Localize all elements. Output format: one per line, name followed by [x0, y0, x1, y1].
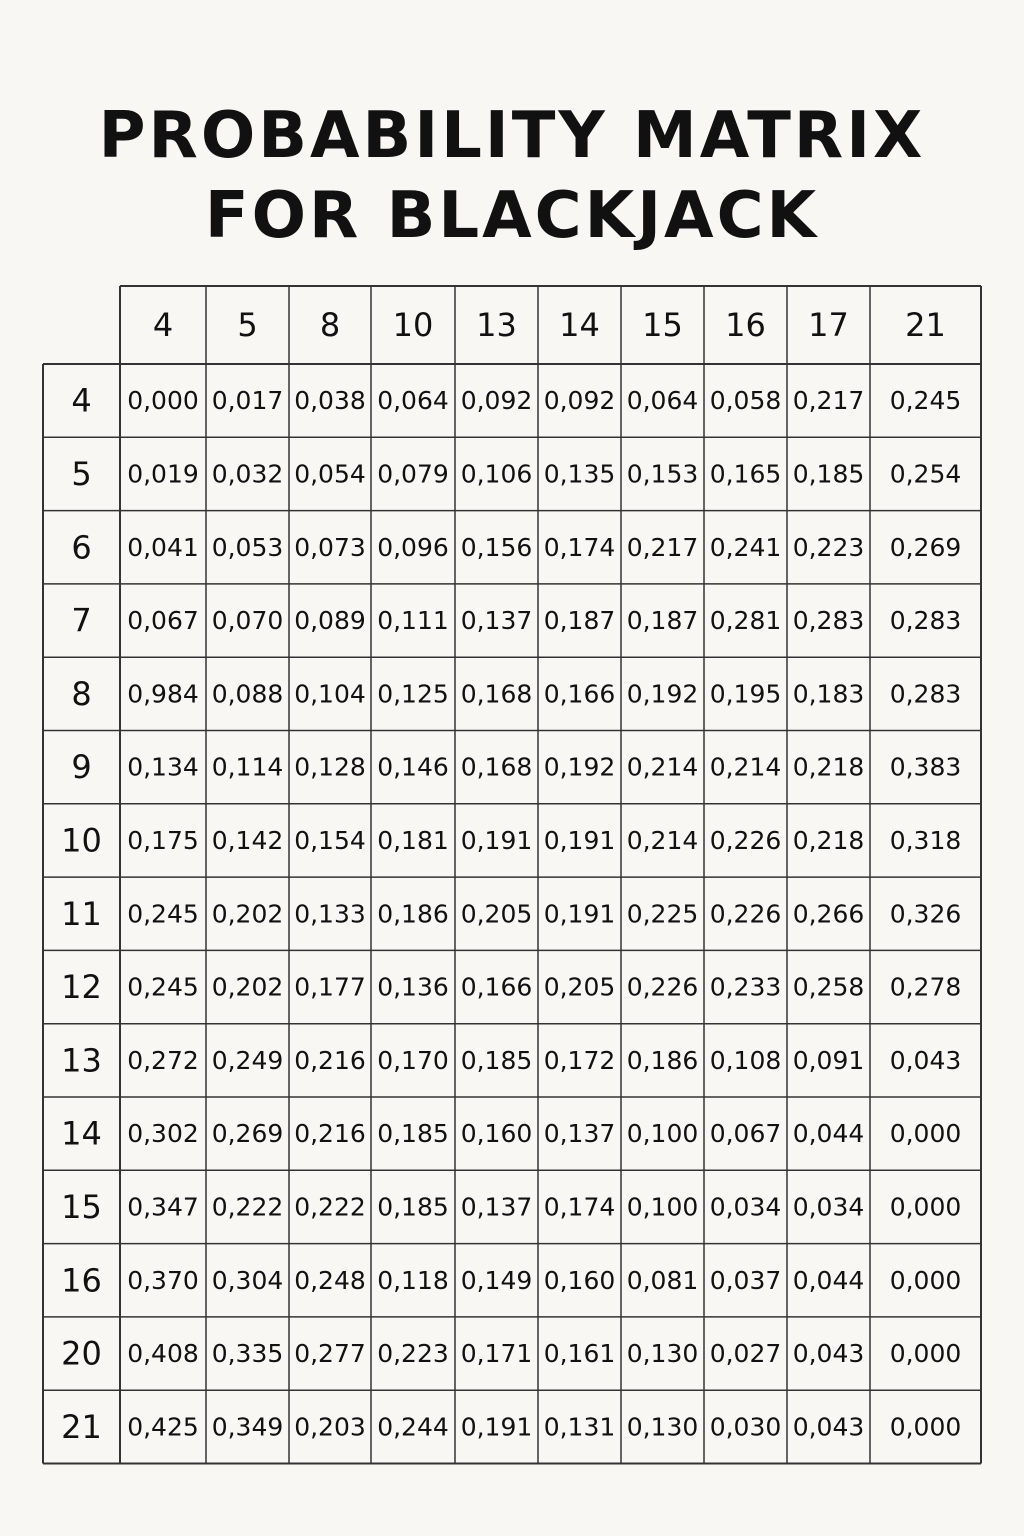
- row-header-8: 8: [71, 674, 92, 713]
- column-header-4: 4: [152, 306, 174, 344]
- table-cell: 0,191: [543, 899, 616, 929]
- table-cell: 0,089: [294, 606, 366, 636]
- table-cell: 0,034: [709, 1192, 782, 1222]
- table-cell: 0,177: [294, 972, 366, 1002]
- table-cell: 0,174: [543, 532, 616, 562]
- table-cell: 0,154: [294, 825, 366, 855]
- table-cell: 0,172: [543, 1045, 616, 1075]
- table-cell: 0,058: [709, 386, 782, 416]
- table-cell: 0,192: [626, 679, 699, 709]
- table-cell: 0,214: [626, 752, 699, 782]
- table-cell: 0,277: [294, 1339, 366, 1369]
- table-cell: 0,081: [626, 1265, 699, 1295]
- table-cell: 0,203: [294, 1412, 366, 1442]
- table-cell: 0,044: [792, 1265, 865, 1295]
- table-cell: 0,218: [792, 825, 865, 855]
- table-cell: 0,027: [709, 1339, 782, 1369]
- table-cell: 0,248: [294, 1265, 366, 1295]
- table-cell: 0,191: [543, 825, 616, 855]
- table-cell: 0,043: [792, 1412, 865, 1442]
- row-header-15: 15: [61, 1187, 102, 1226]
- row-header-13: 13: [61, 1041, 102, 1080]
- table-cell: 0,181: [377, 825, 449, 855]
- table-cell: 0,186: [626, 1045, 699, 1075]
- table-cell: 0,254: [889, 459, 962, 489]
- table-cell: 0,034: [792, 1192, 865, 1222]
- table-cell: 0,249: [211, 1045, 284, 1075]
- table-cell: 0,175: [127, 825, 199, 855]
- table-cell: 0,202: [211, 972, 284, 1002]
- table-cell: 0,226: [709, 825, 782, 855]
- table-cell: 0,106: [460, 459, 533, 489]
- table-cell: 0,017: [211, 386, 284, 416]
- table-cell: 0,088: [211, 679, 284, 709]
- table-cell: 0,000: [889, 1265, 962, 1295]
- table-cell: 0,073: [294, 532, 366, 562]
- table-cell: 0,000: [889, 1119, 962, 1149]
- column-header-10: 10: [392, 306, 434, 344]
- table-cell: 0,245: [889, 386, 962, 416]
- table-cell: 0,269: [889, 532, 962, 562]
- table-cell: 0,205: [543, 972, 616, 1002]
- table-cell: 0,166: [460, 972, 533, 1002]
- table-cell: 0,185: [377, 1192, 449, 1222]
- table-cell: 0,185: [792, 459, 865, 489]
- table-cell: 0,142: [211, 825, 284, 855]
- row-header-11: 11: [61, 894, 102, 933]
- table-cell: 0,137: [543, 1119, 616, 1149]
- table-cell: 0,425: [127, 1412, 199, 1442]
- table-cell: 0,205: [460, 899, 533, 929]
- table-cell: 0,278: [889, 972, 962, 1002]
- row-header-16: 16: [61, 1261, 102, 1300]
- table-cell: 0,134: [127, 752, 199, 782]
- chart-title-line-2: FOR BLACKJACK: [204, 179, 820, 253]
- column-header-14: 14: [559, 306, 600, 344]
- table-cell: 0,135: [543, 459, 616, 489]
- table-cell: 0,067: [709, 1119, 782, 1149]
- table-cell: 0,111: [377, 606, 449, 636]
- table-cell: 0,272: [127, 1045, 199, 1075]
- table-cell: 0,216: [294, 1119, 366, 1149]
- table-cell: 0,185: [460, 1045, 533, 1075]
- table-cell: 0,222: [294, 1192, 366, 1222]
- row-header-9: 9: [71, 748, 92, 787]
- table-cell: 0,223: [792, 532, 865, 562]
- table-cell: 0,347: [127, 1192, 199, 1222]
- table-cell: 0,096: [377, 532, 449, 562]
- table-cell: 0,245: [127, 899, 199, 929]
- column-header-16: 16: [725, 306, 766, 344]
- column-header-17: 17: [808, 306, 849, 344]
- column-header-8: 8: [319, 306, 341, 344]
- table-cell: 0,244: [377, 1412, 449, 1442]
- table-cell: 0,000: [889, 1192, 962, 1222]
- row-header-14: 14: [61, 1114, 102, 1153]
- table-cell: 0,156: [460, 532, 533, 562]
- table-cell: 0,064: [377, 386, 449, 416]
- row-header-12: 12: [61, 968, 102, 1007]
- column-header-15: 15: [642, 306, 683, 344]
- table-cell: 0,000: [127, 386, 199, 416]
- table-cell: 0,187: [543, 606, 616, 636]
- table-cell: 0,000: [889, 1339, 962, 1369]
- table-cell: 0,185: [377, 1119, 449, 1149]
- column-header-13: 13: [476, 306, 517, 344]
- table-cell: 0,091: [792, 1045, 865, 1075]
- table-cell: 0,000: [889, 1412, 962, 1442]
- table-cell: 0,153: [626, 459, 699, 489]
- table-cell: 0,171: [460, 1339, 533, 1369]
- table-cell: 0,165: [709, 459, 782, 489]
- table-cell: 0,370: [127, 1265, 199, 1295]
- table-cell: 0,104: [294, 679, 366, 709]
- table-cell: 0,168: [460, 679, 533, 709]
- table-cell: 0,160: [543, 1265, 616, 1295]
- table-cell: 0,258: [792, 972, 865, 1002]
- table-cell: 0,108: [709, 1045, 782, 1075]
- table-cell: 0,092: [460, 386, 533, 416]
- table-cell: 0,137: [460, 606, 533, 636]
- table-cell: 0,043: [792, 1339, 865, 1369]
- table-cell: 0,030: [709, 1412, 782, 1442]
- table-cell: 0,130: [626, 1412, 699, 1442]
- table-cell: 0,223: [377, 1339, 449, 1369]
- table-cell: 0,131: [543, 1412, 616, 1442]
- table-cell: 0,136: [377, 972, 449, 1002]
- table-cell: 0,222: [211, 1192, 284, 1222]
- table-cell: 0,041: [127, 532, 199, 562]
- table-cell: 0,226: [626, 972, 699, 1002]
- row-header-20: 20: [61, 1334, 102, 1373]
- column-header-21: 21: [905, 306, 946, 344]
- table-cell: 0,195: [709, 679, 782, 709]
- table-cell: 0,128: [294, 752, 366, 782]
- table-cell: 0,174: [543, 1192, 616, 1222]
- table-cell: 0,133: [294, 899, 366, 929]
- table-cell: 0,160: [460, 1119, 533, 1149]
- table-cell: 0,214: [626, 825, 699, 855]
- table-cell: 0,130: [626, 1339, 699, 1369]
- table-cell: 0,214: [709, 752, 782, 782]
- table-cell: 0,054: [294, 459, 366, 489]
- table-cell: 0,044: [792, 1119, 865, 1149]
- table-cell: 0,092: [543, 386, 616, 416]
- table-cell: 0,114: [211, 752, 284, 782]
- table-cell: 0,125: [377, 679, 449, 709]
- table-cell: 0,241: [709, 532, 782, 562]
- table-cell: 0,170: [377, 1045, 449, 1075]
- table-cell: 0,186: [377, 899, 449, 929]
- table-cell: 0,079: [377, 459, 449, 489]
- table-cell: 0,067: [127, 606, 199, 636]
- table-cell: 0,217: [792, 386, 865, 416]
- table-cell: 0,037: [709, 1265, 782, 1295]
- table-cell: 0,302: [127, 1119, 199, 1149]
- row-header-10: 10: [61, 821, 102, 860]
- table-cell: 0,038: [294, 386, 366, 416]
- table-cell: 0,408: [127, 1339, 199, 1369]
- table-cell: 0,217: [626, 532, 699, 562]
- table-cell: 0,218: [792, 752, 865, 782]
- table-cell: 0,269: [211, 1119, 284, 1149]
- table-cell: 0,146: [377, 752, 449, 782]
- table-cell: 0,266: [792, 899, 865, 929]
- table-cell: 0,053: [211, 532, 284, 562]
- table-cell: 0,283: [889, 679, 962, 709]
- table-cell: 0,304: [211, 1265, 284, 1295]
- table-cell: 0,137: [460, 1192, 533, 1222]
- table-cell: 0,202: [211, 899, 284, 929]
- table-cell: 0,118: [377, 1265, 449, 1295]
- table-cell: 0,192: [543, 752, 616, 782]
- table-cell: 0,225: [626, 899, 699, 929]
- row-header-6: 6: [71, 528, 92, 567]
- table-cell: 0,335: [211, 1339, 284, 1369]
- table-cell: 0,168: [460, 752, 533, 782]
- table-cell: 0,191: [460, 825, 533, 855]
- table-cell: 0,383: [889, 752, 962, 782]
- table-cell: 0,226: [709, 899, 782, 929]
- table-cell: 0,233: [709, 972, 782, 1002]
- table-cell: 0,149: [460, 1265, 533, 1295]
- table-cell: 0,326: [889, 899, 962, 929]
- table-cell: 0,070: [211, 606, 284, 636]
- table-cell: 0,019: [127, 459, 199, 489]
- row-header-21: 21: [61, 1407, 102, 1446]
- table-cell: 0,161: [543, 1339, 616, 1369]
- table-cell: 0,043: [889, 1045, 962, 1075]
- row-header-5: 5: [71, 454, 92, 493]
- table-cell: 0,283: [792, 606, 865, 636]
- table-cell: 0,100: [626, 1119, 699, 1149]
- column-header-5: 5: [237, 306, 258, 344]
- table-cell: 0,032: [211, 459, 284, 489]
- table-cell: 0,318: [889, 825, 962, 855]
- table-cell: 0,183: [792, 679, 865, 709]
- table-cell: 0,245: [127, 972, 199, 1002]
- table-cell: 0,281: [709, 606, 782, 636]
- chart-title-line-1: PROBABILITY MATRIX: [98, 99, 926, 173]
- table-cell: 0,984: [127, 679, 199, 709]
- row-header-4: 4: [71, 381, 92, 420]
- table-cell: 0,283: [889, 606, 962, 636]
- table-cell: 0,064: [626, 386, 699, 416]
- row-header-7: 7: [71, 601, 92, 640]
- table-cell: 0,191: [460, 1412, 533, 1442]
- table-cell: 0,187: [626, 606, 699, 636]
- table-cell: 0,166: [543, 679, 616, 709]
- table-cell: 0,349: [211, 1412, 284, 1442]
- table-cell: 0,216: [294, 1045, 366, 1075]
- table-cell: 0,100: [626, 1192, 699, 1222]
